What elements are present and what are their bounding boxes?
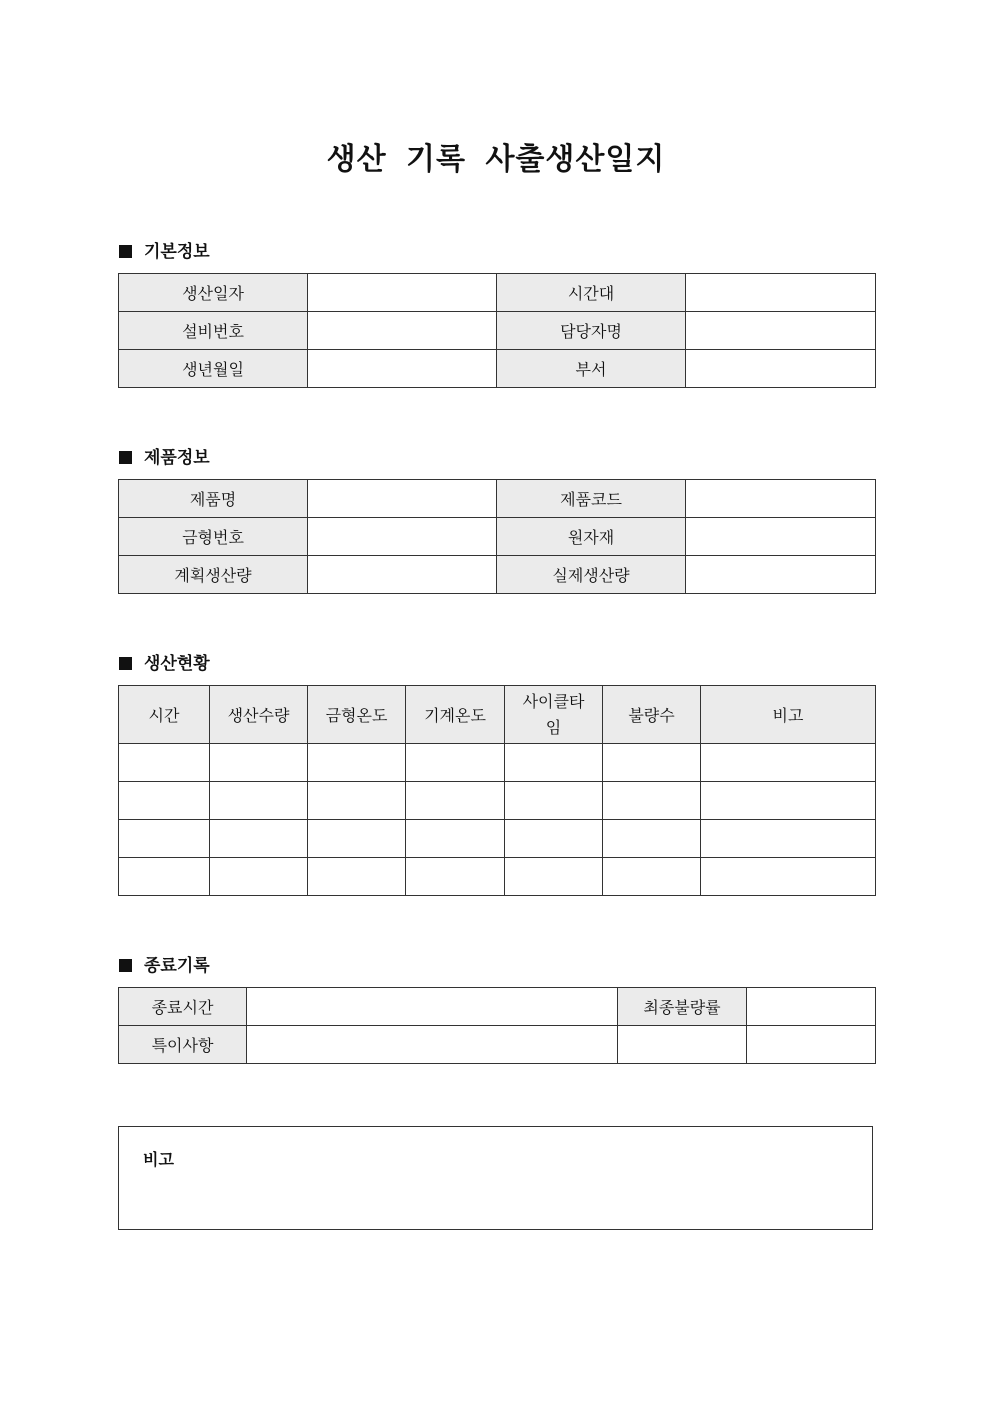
column-header-cycle-time: 사이클타임 xyxy=(505,686,603,744)
empty-cell[interactable] xyxy=(618,1026,747,1064)
time-slot-field[interactable] xyxy=(686,274,876,312)
column-header-defects: 불량수 xyxy=(603,686,701,744)
end-time-field[interactable] xyxy=(247,988,618,1026)
section-heading-label: 기본정보 xyxy=(144,242,210,262)
special-notes-label: 특이사항 xyxy=(119,1026,247,1064)
basic-info-table xyxy=(118,273,876,388)
special-notes-field[interactable] xyxy=(247,1026,618,1064)
empty-cell[interactable] xyxy=(747,1026,876,1064)
column-header-quantity: 생산수량 xyxy=(210,686,308,744)
birth-date-field[interactable] xyxy=(308,350,497,388)
square-bullet-icon xyxy=(119,245,132,258)
cell-time[interactable] xyxy=(119,858,210,896)
table-row xyxy=(119,1026,876,1064)
column-header-machine-temp: 기계온도 xyxy=(406,686,505,744)
cell-mold-temp[interactable] xyxy=(308,744,406,782)
department-field[interactable] xyxy=(686,350,876,388)
end-time-label: 종료시간 xyxy=(119,988,247,1026)
cell-cycle-time[interactable] xyxy=(505,858,603,896)
remarks-label: 비고 xyxy=(143,1150,174,1169)
production-status-table xyxy=(118,685,876,896)
column-header-time: 시간 xyxy=(119,686,210,744)
final-defect-rate-field[interactable] xyxy=(747,988,876,1026)
cell-remarks[interactable] xyxy=(701,782,876,820)
section-heading-production-status xyxy=(119,654,210,674)
cell-cycle-time[interactable] xyxy=(505,782,603,820)
cell-mold-temp[interactable] xyxy=(308,782,406,820)
product-info-table xyxy=(118,479,876,594)
section-heading-label: 제품정보 xyxy=(144,448,210,468)
planned-output-field[interactable] xyxy=(308,556,497,594)
product-code-label: 제품코드 xyxy=(497,480,686,518)
document-title: 생산 기록 사출생산일지 xyxy=(326,142,666,177)
planned-output-label: 계획생산량 xyxy=(119,556,308,594)
equipment-number-label: 설비번호 xyxy=(119,312,308,350)
cell-machine-temp[interactable] xyxy=(406,744,505,782)
table-row xyxy=(119,820,876,858)
table-row xyxy=(119,312,876,350)
table-header-row xyxy=(119,686,876,744)
raw-material-label: 원자재 xyxy=(497,518,686,556)
time-slot-label: 시간대 xyxy=(497,274,686,312)
column-header-mold-temp: 금형온도 xyxy=(308,686,406,744)
cell-mold-temp[interactable] xyxy=(308,820,406,858)
production-date-label: 생산일자 xyxy=(119,274,308,312)
cell-cycle-time[interactable] xyxy=(505,820,603,858)
table-row xyxy=(119,744,876,782)
raw-material-field[interactable] xyxy=(686,518,876,556)
table-row xyxy=(119,350,876,388)
cell-quantity[interactable] xyxy=(210,820,308,858)
table-row xyxy=(119,518,876,556)
cell-remarks[interactable] xyxy=(701,744,876,782)
equipment-number-field[interactable] xyxy=(308,312,497,350)
square-bullet-icon xyxy=(119,451,132,464)
department-label: 부서 xyxy=(497,350,686,388)
cell-defects[interactable] xyxy=(603,744,701,782)
square-bullet-icon xyxy=(119,959,132,972)
table-row xyxy=(119,274,876,312)
cell-defects[interactable] xyxy=(603,820,701,858)
end-record-table xyxy=(118,987,876,1064)
table-row xyxy=(119,556,876,594)
cell-defects[interactable] xyxy=(603,858,701,896)
cell-remarks[interactable] xyxy=(701,858,876,896)
cell-mold-temp[interactable] xyxy=(308,858,406,896)
cell-machine-temp[interactable] xyxy=(406,820,505,858)
manager-name-label: 담당자명 xyxy=(497,312,686,350)
column-header-remarks: 비고 xyxy=(701,686,876,744)
manager-name-field[interactable] xyxy=(686,312,876,350)
table-row xyxy=(119,782,876,820)
actual-output-field[interactable] xyxy=(686,556,876,594)
section-heading-basic-info xyxy=(119,242,210,262)
product-code-field[interactable] xyxy=(686,480,876,518)
section-heading-end-record xyxy=(119,956,210,976)
table-row xyxy=(119,480,876,518)
mold-number-field[interactable] xyxy=(308,518,497,556)
cell-quantity[interactable] xyxy=(210,744,308,782)
cell-remarks[interactable] xyxy=(701,820,876,858)
cell-quantity[interactable] xyxy=(210,782,308,820)
product-name-field[interactable] xyxy=(308,480,497,518)
birth-date-label: 생년월일 xyxy=(119,350,308,388)
remarks-box[interactable] xyxy=(118,1126,873,1230)
section-heading-label: 종료기록 xyxy=(144,956,210,976)
final-defect-rate-label: 최종불량률 xyxy=(618,988,747,1026)
section-heading-product-info xyxy=(119,448,210,468)
square-bullet-icon xyxy=(119,657,132,670)
cell-machine-temp[interactable] xyxy=(406,858,505,896)
cell-cycle-time[interactable] xyxy=(505,744,603,782)
actual-output-label: 실제생산량 xyxy=(497,556,686,594)
cell-machine-temp[interactable] xyxy=(406,782,505,820)
table-row xyxy=(119,858,876,896)
cell-time[interactable] xyxy=(119,820,210,858)
section-heading-label: 생산현황 xyxy=(144,654,210,674)
cell-quantity[interactable] xyxy=(210,858,308,896)
production-date-field[interactable] xyxy=(308,274,497,312)
mold-number-label: 금형번호 xyxy=(119,518,308,556)
cell-time[interactable] xyxy=(119,744,210,782)
cell-time[interactable] xyxy=(119,782,210,820)
cell-defects[interactable] xyxy=(603,782,701,820)
table-row xyxy=(119,988,876,1026)
product-name-label: 제품명 xyxy=(119,480,308,518)
